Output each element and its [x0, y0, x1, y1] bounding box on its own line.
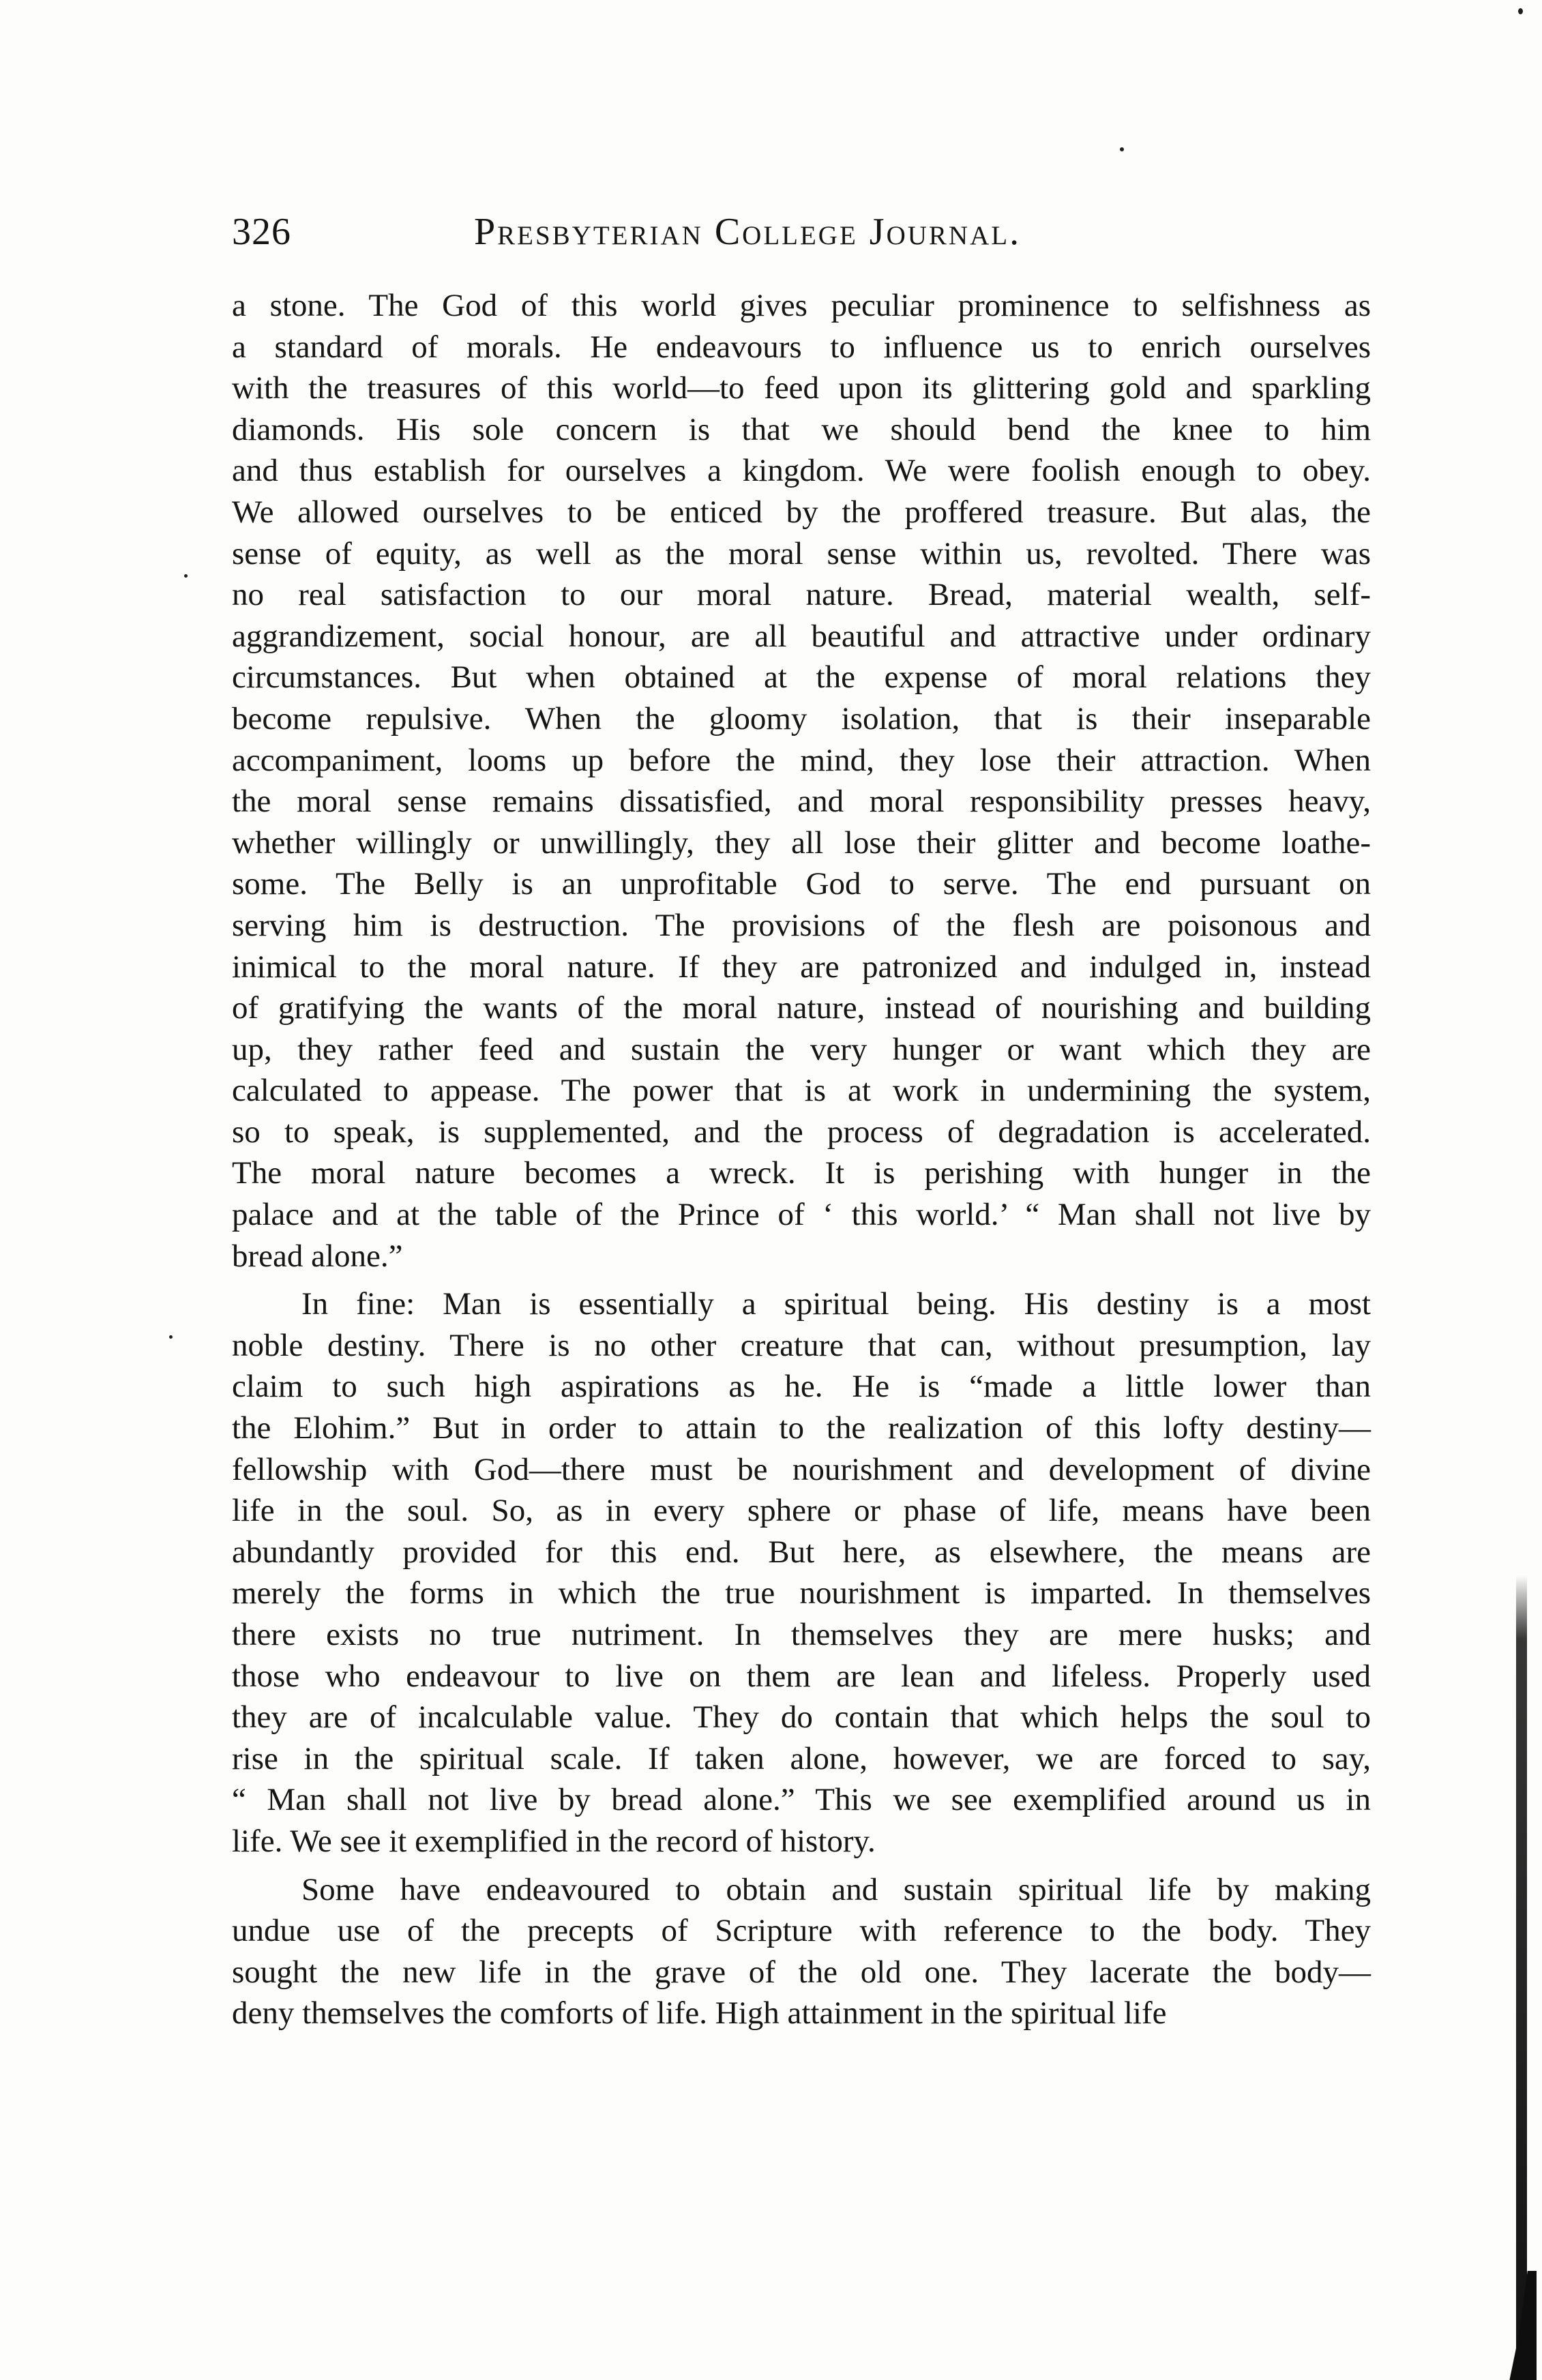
text-line: and thus establish for ourselves a kingdom. We were foolish enough to obey.	[232, 453, 1371, 489]
page-edge-shadow	[1516, 1575, 1527, 2366]
text-line: bread alone.”	[232, 1238, 403, 1274]
scan-speck	[184, 574, 188, 578]
text-line: serving him is destruction. The provisions of the flesh are poisonous and	[232, 907, 1371, 943]
text-line: no real satisfaction to our moral nature. Bread, material wealth, self-	[232, 577, 1371, 613]
text-line: We allowed ourselves to be enticed by the proffered treasure. But alas, the	[232, 494, 1371, 530]
paragraph	[232, 1869, 1371, 2034]
text-line: abundantly provided for this end. But here, as elsewhere, the means are	[232, 1534, 1371, 1570]
scan-speck	[169, 1335, 173, 1339]
text-line: they are of incalculable value. They do contain that which helps the soul to	[232, 1699, 1371, 1736]
text-line: accompaniment, looms up before the mind, they lose their attraction. When	[232, 742, 1371, 778]
running-header	[232, 205, 1371, 259]
text-line: palace and at the table of the Prince of ‘ this world.’ “ Man shall not live by	[232, 1197, 1371, 1233]
text-line: “ Man shall not live by bread alone.” This we see exemplified around us in	[232, 1782, 1371, 1818]
text-line: life. We see it exemplified in the record of history.	[232, 1823, 876, 1859]
text-line: claim to such high aspirations as he. He is “made a little lower than	[232, 1369, 1371, 1405]
text-line: inimical to the moral nature. If they are patronized and indulged in, instead	[232, 949, 1371, 985]
paragraph-gap	[232, 1862, 1371, 1869]
text-line: of gratifying the wants of the moral nature, instead of nourishing and building	[232, 990, 1371, 1026]
text-line: sense of equity, as well as the moral sense within us, revolted. There was	[232, 535, 1371, 571]
text-line: life in the soul. So, as in every sphere or phase of life, means have been	[232, 1493, 1371, 1529]
text-line: there exists no true nutriment. In themselves they are mere husks; and	[232, 1617, 1371, 1652]
text-line: those who endeavour to live on them are lean and lifeless. Properly used	[232, 1658, 1371, 1694]
text-line: The moral nature becomes a wreck. It is perishing with hunger in the	[232, 1155, 1371, 1191]
text-line: a standard of morals. He endeavours to influence us to enrich ourselves	[232, 329, 1371, 365]
text-line: merely the forms in which the true nourishment is imparted. In themselves	[232, 1575, 1371, 1611]
text-line: so to speak, is supplemented, and the process of degradation is accelerated.	[232, 1114, 1371, 1150]
text-line: whether willingly or unwillingly, they all lose their glitter and become loathe-	[232, 824, 1371, 861]
text-line: some. The Belly is an unprofitable God to serve. The end pursuant on	[232, 866, 1371, 902]
text-line: calculated to appease. The power that is at work in undermining the system,	[232, 1073, 1371, 1109]
text-line: diamonds. His sole concern is that we should bend the knee to him	[232, 411, 1371, 447]
scan-speck	[1120, 147, 1124, 151]
text-line: noble destiny. There is no other creature that can, without presumption, lay	[232, 1327, 1371, 1363]
text-line: aggrandizement, social honour, are all beautiful and attractive under ordinary	[232, 618, 1371, 654]
paragraph	[232, 285, 1371, 1277]
paragraph-gap	[232, 1277, 1371, 1283]
text-line: fellowship with God—there must be nourishment and development of divine	[232, 1451, 1371, 1487]
paragraph	[232, 1283, 1371, 1862]
text-line: up, they rather feed and sustain the very hunger or want which they are	[232, 1031, 1371, 1067]
text-line: deny themselves the comforts of life. High attainment in the spiritual life	[232, 1995, 1167, 2032]
text-line: with the treasures of this world—to feed upon its glittering gold and sparkling	[232, 370, 1371, 406]
text-line: Some have endeavoured to obtain and sustain spiritual life by making	[301, 1871, 1371, 1907]
text-line: the moral sense remains dissatisfied, and moral responsibility presses heavy,	[232, 784, 1371, 820]
text-line: a stone. The God of this world gives peculiar prominence to selfishness as	[232, 288, 1371, 323]
page-number: 326	[232, 211, 291, 253]
running-title: Presbyterian College Journal.	[474, 211, 1022, 253]
body-text	[232, 285, 1371, 2034]
text-line: undue use of the precepts of Scripture with reference to the body. They	[232, 1913, 1371, 1949]
scan-speck	[1518, 8, 1523, 14]
text-line: circumstances. But when obtained at the expense of moral relations they	[232, 659, 1371, 696]
text-line: become repulsive. When the gloomy isolation, that is their inseparable	[232, 700, 1371, 737]
text-line: the Elohim.” But in order to attain to the realization of this lofty destiny—	[232, 1410, 1371, 1446]
text-line: In fine: Man is essentially a spiritual being. His destiny is a most	[301, 1286, 1371, 1322]
text-line: rise in the spiritual scale. If taken alone, however, we are forced to say,	[232, 1740, 1371, 1776]
text-line: sought the new life in the grave of the old one. They lacerate the body—	[232, 1954, 1371, 1990]
